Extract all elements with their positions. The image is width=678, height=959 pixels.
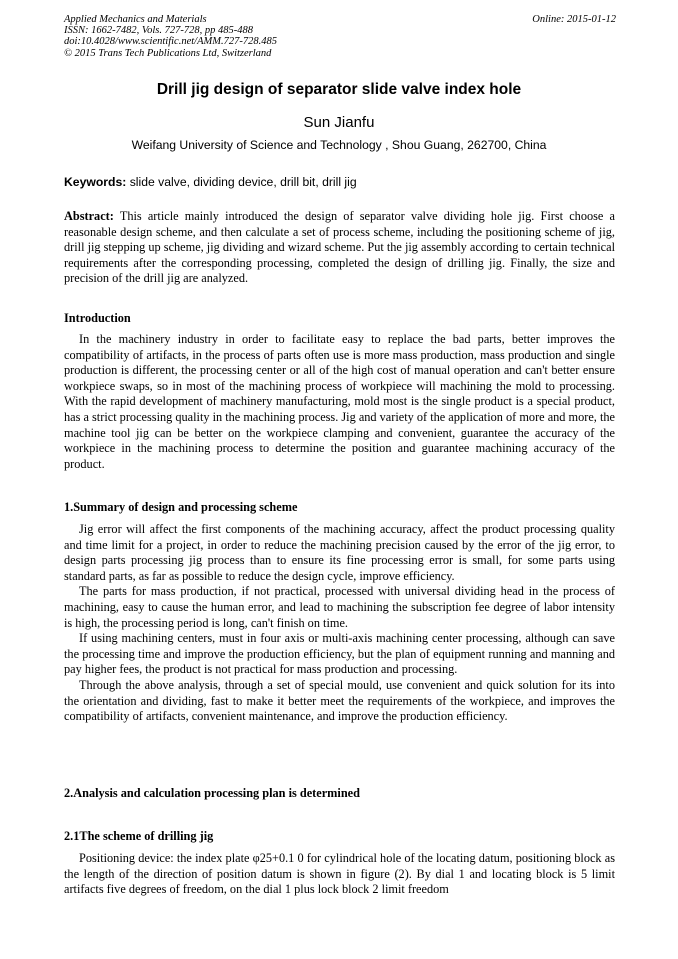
section-1-heading: 1.Summary of design and processing scheme	[64, 500, 298, 514]
keywords	[64, 175, 616, 189]
paragraph: Positioning device: the index plate φ25+0.1 0 for cylindrical hole of the locating datum, positioning block as the length of the direction of position datum is shown in figure (2). By dial 1 and locating block is 5 limit artifacts five degrees of freedom, on the dial 1 plus lock block 2 limit freedom	[64, 851, 615, 897]
introduction-body	[64, 332, 615, 472]
online-date: Online: 2015-01-12	[532, 14, 616, 25]
paper-title: Drill jig design of separator slide valve index hole	[156, 81, 522, 98]
paragraph: Jig error will affect the first components of the machining accuracy, affect the product processing quality and time limit for a project, in order to reduce the machining precision caused by the error of the jig error, to design parts processing jig process than to ensure its fine processing error is small, for some parts using standard parts, as far as possible to reduce the design cycle, improve efficiency.	[64, 522, 615, 583]
section-2-heading: 2.Analysis and calculation processing plan is determined	[64, 786, 360, 800]
keywords-label: Keywords:	[64, 175, 127, 189]
section-2-1-heading: 2.1The scheme of drilling jig	[64, 829, 214, 843]
keywords-text: slide valve, dividing device, drill bit, drill jig	[129, 175, 357, 189]
paragraph: In the machinery industry in order to facilitate easy to replace the bad parts, better improves the compatibility of artifacts, in the process of parts often use is more mass production, mass production and single production is different, the processing center or all of the high cost of manual operation and can't better ensure workpiece swaps, so in most of the machining process of workpiece will machining the mold to processing. With the rapid development of machinery manufacturing, mold most is the single product is a special product, has a strict processing quality in the machining process. Jig and variety of the application of more and more, the machine tool jig can be better on the workpiece clamping and convenient, guarantee the accuracy of the workpiece in the machining process to determine the position and guarantee machining accuracy of the product.	[64, 332, 615, 471]
journal-name: Applied Mechanics and Materials	[64, 14, 207, 25]
abstract-text: This article mainly introduced the design of separator valve dividing hole jig. First choose a reasonable design scheme, and then calculate a set of process scheme, including the positioning scheme of jig, drill jig stepping up scheme, jig dividing and wizard scheme. Put the jig assembly according to certain technical requirements after the corresponding processing, completed the design of drilling jig. Finally, the size and precision of the drill jig are analyzed.	[64, 209, 615, 286]
abstract-label: Abstract:	[64, 209, 114, 223]
abstract	[64, 209, 615, 287]
issn-line: ISSN: 1662-7482, Vols. 727-728, pp 485-488	[64, 25, 253, 37]
section-2-1-body	[64, 851, 615, 898]
affiliation: Weifang University of Science and Technology , Shou Guang, 262700, China	[131, 138, 547, 152]
paragraph: The parts for mass production, if not practical, processed with universal dividing head in the process of machining, easy to cause the human error, and lead to machining the subscription fee degree of labor intensity is high, the processing period is long, can't finish on time.	[64, 584, 615, 630]
paragraph: If using machining centers, must in four axis or multi-axis machining center processing, although can save the processing time and improve the production efficiency, but the plan of equipment running and manning and pay higher fees, the product is not practical for mass production and processing.	[64, 631, 615, 677]
introduction-heading: Introduction	[64, 311, 131, 325]
doi-line: doi:10.4028/www.scientific.net/AMM.727-728.485	[64, 36, 277, 48]
author-name: Sun Jianfu	[303, 114, 375, 131]
journal-header	[64, 14, 616, 59]
section-1-body	[64, 522, 615, 725]
copyright-line: © 2015 Trans Tech Publications Ltd, Switzerland	[64, 47, 272, 59]
paragraph: Through the above analysis, through a set of special mould, use convenient and quick solution for its into the orientation and dividing, fast to make it better meet the requirements of the workpiece, and improves the compatibility of artifacts, convenient maintenance, and improve the production efficiency.	[64, 677, 615, 724]
